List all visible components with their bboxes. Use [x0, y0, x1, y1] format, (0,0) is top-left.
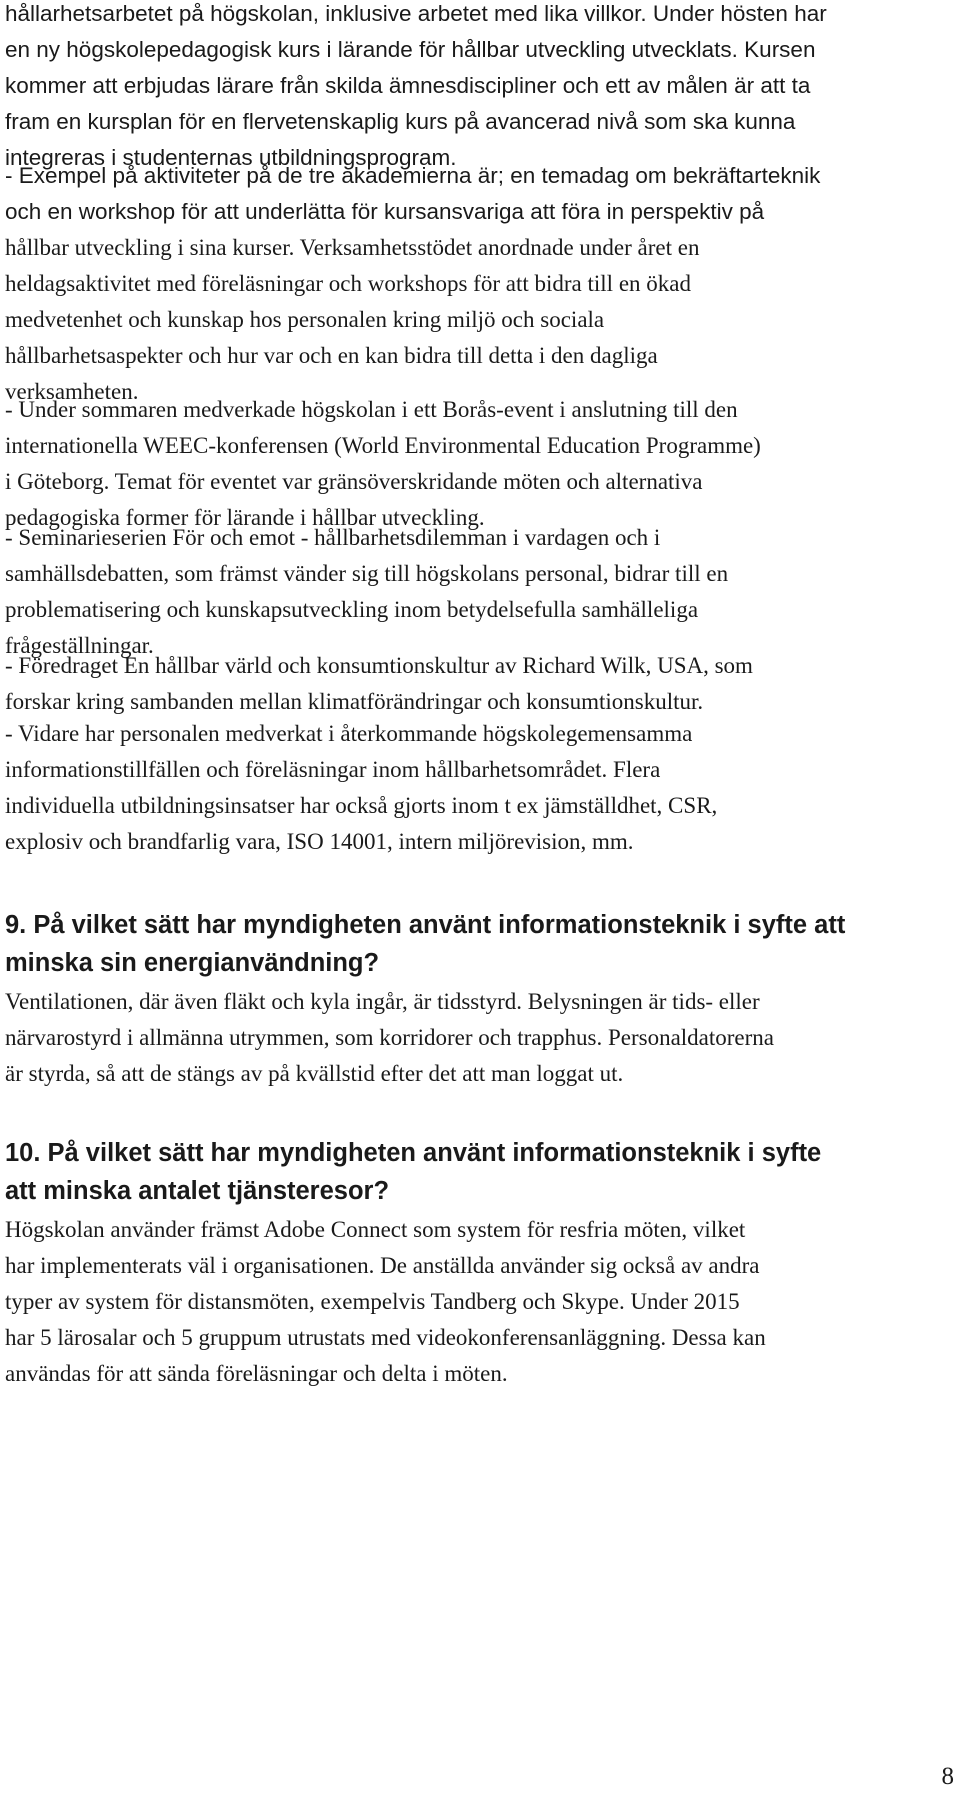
text-line: forskar kring sambanden mellan klimatförändringar och konsumtionskultur.	[5, 689, 704, 714]
text-line: Högskolan använder främst Adobe Connect som system för resfria möten, vilket	[5, 1217, 746, 1242]
text-line: kommer att erbjudas lärare från skilda ämnesdiscipliner och ett av målen är att ta	[5, 73, 811, 98]
heading-line: minska sin energianvändning?	[5, 949, 380, 977]
bullet-item	[5, 158, 955, 230]
text-line: - Föredraget En hållbar värld och konsumtionskultur av Richard Wilk, USA, som	[5, 653, 753, 678]
heading-line: 9. På vilket sätt har myndigheten använt informationsteknik i syfte att	[5, 911, 846, 939]
text-line: frågeställningar.	[5, 633, 154, 658]
page-number: 8	[941, 1763, 954, 1790]
text-line: har implementerats väl i organisationen. De anställda använder sig också av andra	[5, 1253, 760, 1278]
bullet-item	[5, 648, 955, 720]
bullet-item	[5, 716, 955, 860]
text-line: en ny högskolepedagogisk kurs i lärande för hållbar utveckling utvecklats. Kursen	[5, 37, 816, 62]
text-line: informationstillfällen och föreläsningar inom hållbarhetsområdet. Flera	[5, 757, 661, 782]
text-line: i Göteborg. Temat för eventet var gränsöverskridande möten och alternativa	[5, 469, 703, 494]
text-line: explosiv och brandfarlig vara, ISO 14001, intern miljörevision, mm.	[5, 829, 634, 854]
text-line: har 5 lärosalar och 5 gruppum utrustats med videokonferensanläggning. Dessa kan	[5, 1325, 766, 1350]
text-line: närvarostyrd i allmänna utrymmen, som korridorer och trapphus. Personaldatorerna	[5, 1025, 774, 1050]
question-10-answer	[5, 1212, 955, 1392]
text-line: verksamheten.	[5, 379, 139, 404]
heading-line: att minska antalet tjänsteresor?	[5, 1177, 390, 1205]
text-line: pedagogiska former för lärande i hållbar utveckling.	[5, 505, 485, 530]
text-line: fram en kursplan för en flervetenskaplig kurs på avancerad nivå som ska kunna	[5, 109, 796, 134]
bullet-item	[5, 520, 955, 664]
question-9-heading	[5, 906, 955, 982]
text-line: typer av system för distansmöten, exempelvis Tandberg och Skype. Under 2015	[5, 1289, 740, 1314]
text-line: Ventilationen, där även fläkt och kyla ingår, är tidsstyrd. Belysningen är tids- eller	[5, 989, 760, 1014]
intro-paragraph	[5, 0, 955, 176]
text-line: samhällsdebatten, som främst vänder sig till högskolans personal, bidrar till en	[5, 561, 729, 586]
question-9-answer	[5, 984, 955, 1092]
text-line: problematisering och kunskapsutveckling inom betydelsefulla samhälleliga	[5, 597, 699, 622]
text-line: heldagsaktivitet med föreläsningar och workshops för att bidra till en ökad	[5, 271, 691, 296]
text-line: hållbar utveckling i sina kurser. Verksamhetsstödet anordnade under året en	[5, 235, 700, 260]
text-line: hållarhetsarbetet på högskolan, inklusive arbetet med lika villkor. Under hösten har	[5, 1, 827, 26]
text-line: individuella utbildningsinsatser har också gjorts inom t ex jämställdhet, CSR,	[5, 793, 718, 818]
text-line: internationella WEEC-konferensen (World Environmental Education Programme)	[5, 433, 761, 458]
bullet-item-continued	[5, 230, 955, 410]
question-10-heading	[5, 1134, 955, 1210]
text-line: integreras i studenternas utbildningsprogram.	[5, 145, 457, 170]
heading-line: 10. På vilket sätt har myndigheten använt informationsteknik i syfte	[5, 1139, 822, 1167]
text-line: - Seminarieserien För och emot - hållbarhetsdilemman i vardagen och i	[5, 525, 661, 550]
bullet-item	[5, 392, 955, 536]
text-line: - Under sommaren medverkade högskolan i ett Borås-event i anslutning till den	[5, 397, 738, 422]
text-line: medvetenhet och kunskap hos personalen kring miljö och sociala	[5, 307, 605, 332]
text-line: användas för att sända föreläsningar och delta i möten.	[5, 1361, 508, 1386]
text-line: och en workshop för att underlätta för kursansvariga att föra in perspektiv på	[5, 199, 765, 224]
text-line: - Exempel på aktiviteter på de tre akademierna är; en temadag om bekräftarteknik	[5, 163, 821, 188]
text-line: - Vidare har personalen medverkat i återkommande högskolegemensamma	[5, 721, 693, 746]
text-line: hållbarhetsaspekter och hur var och en kan bidra till detta i den dagliga	[5, 343, 658, 368]
text-line: är styrda, så att de stängs av på kvällstid efter det att man loggat ut.	[5, 1061, 624, 1086]
